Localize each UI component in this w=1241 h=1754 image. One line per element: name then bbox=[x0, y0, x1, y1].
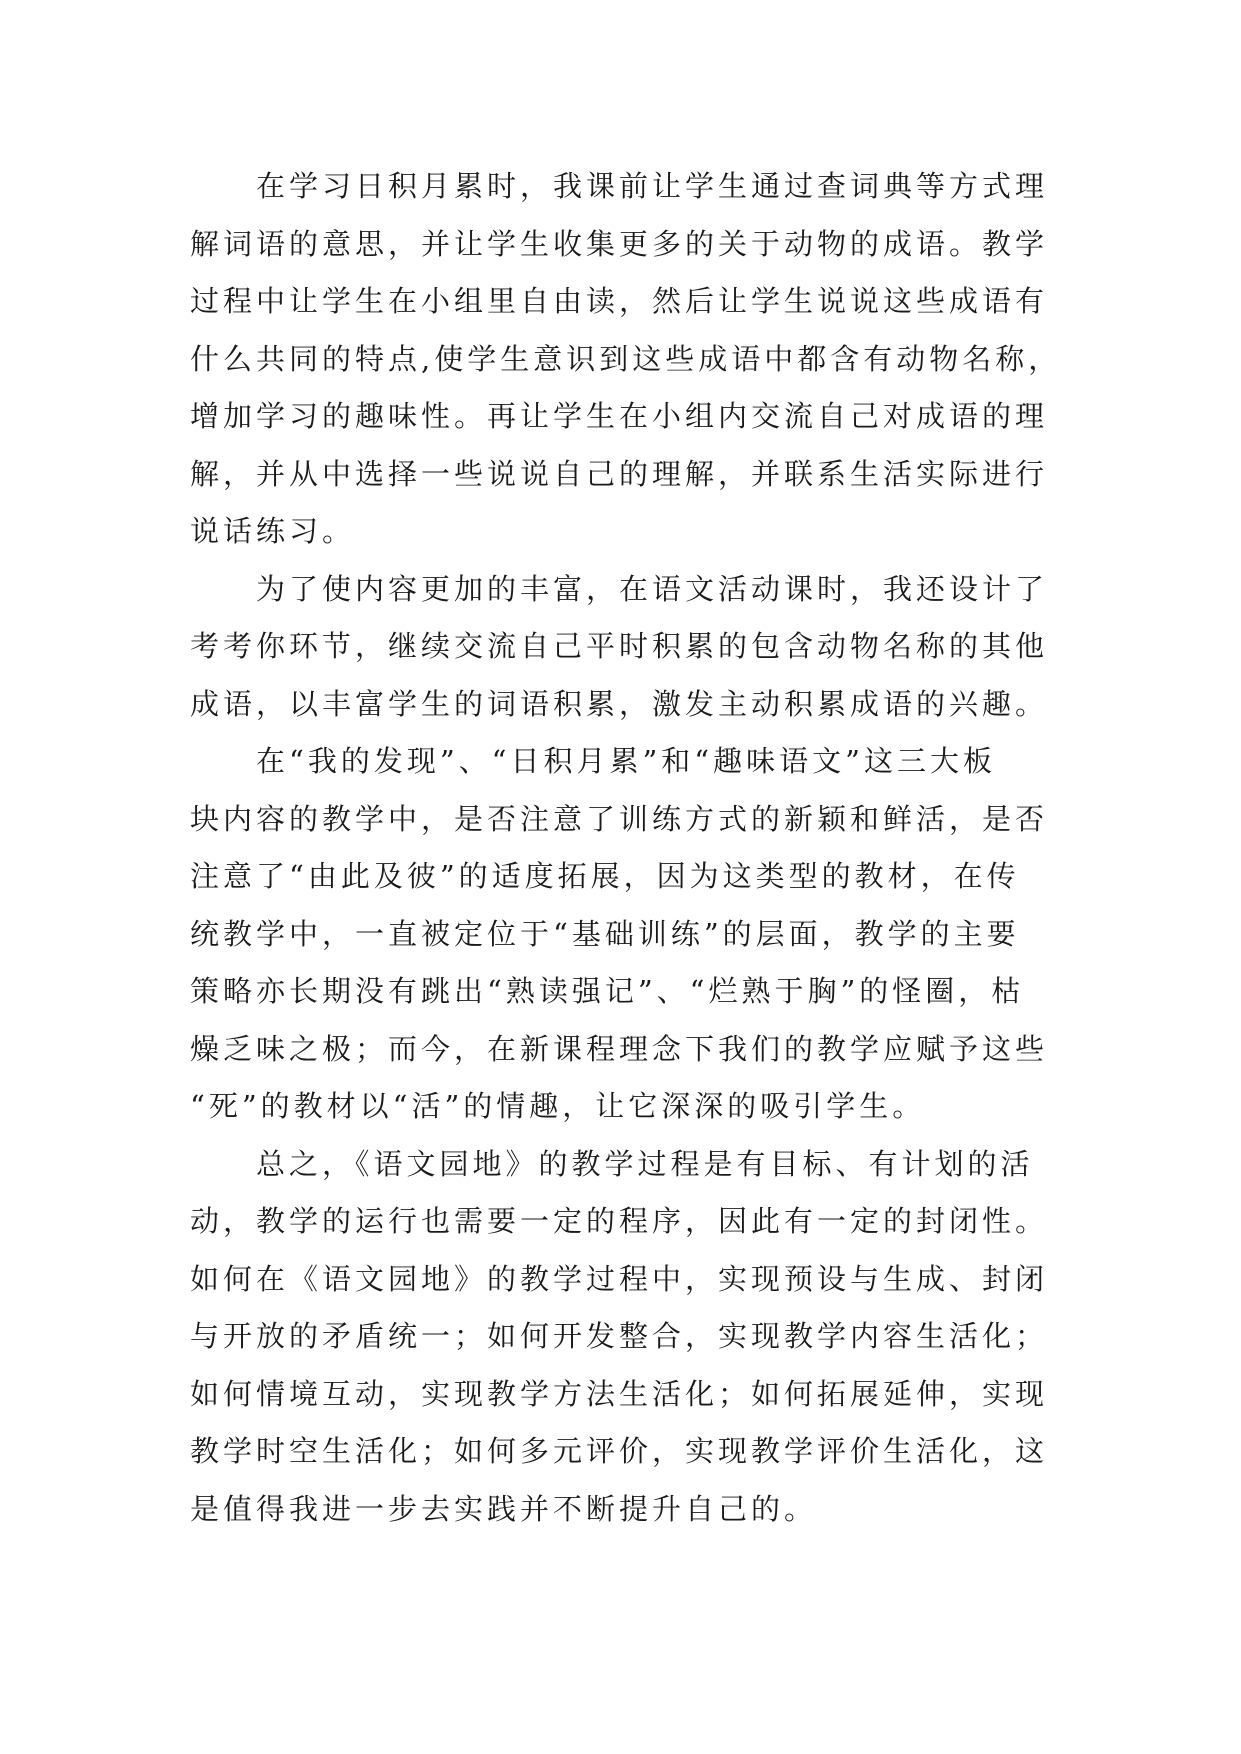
text-line: 为了使内容更加的丰富，在语文活动课时，我还设计了 bbox=[256, 571, 1049, 606]
text-line: 与开放的矛盾统一；如何开发整合，实现教学内容生活化； bbox=[190, 1319, 1049, 1353]
text-line: 考考你环节，继续交流自己平时积累的包含动物名称的其他 bbox=[190, 629, 1049, 663]
text-line: 燥乏味之极；而今，在新课程理念下我们的教学应赋予这些 bbox=[190, 1031, 1049, 1066]
text-line: 动，教学的运行也需要一定的程序，因此有一定的封闭性。 bbox=[190, 1204, 1049, 1238]
paragraph-3 bbox=[190, 733, 1060, 1136]
text-line: 说话练习。 bbox=[190, 514, 356, 548]
text-line: 在“我的发现”、“日积月累”和“趣味语文”这三大板 bbox=[256, 744, 996, 778]
text-line: 统教学中，一直被定位于“基础训练”的层面，教学的主要 bbox=[190, 916, 1020, 951]
text-line: 在学习日积月累时，我课前让学生通过查词典等方式理 bbox=[256, 169, 1049, 203]
text-line: 总之，《语文园地》的教学过程是有目标、有计划的活 bbox=[256, 1146, 1034, 1181]
text-line: “死”的教材以“活”的情趣，让它深深的吸引学生。 bbox=[190, 1089, 926, 1123]
text-line: 块内容的教学中，是否注意了训练方式的新颖和鲜活，是否 bbox=[190, 801, 1049, 836]
text-line: 注意了“由此及彼”的适度拓展，因为这类型的教材，在传 bbox=[190, 859, 1020, 893]
text-line: 如何在《语文园地》的教学过程中，实现预设与生成、封闭 bbox=[190, 1261, 1049, 1296]
paragraph-1 bbox=[190, 158, 1060, 561]
text-line: 增加学习的趣味性。再让学生在小组内交流自己对成语的理 bbox=[190, 399, 1049, 433]
text-line: 是值得我进一步去实践并不断提升自己的。 bbox=[190, 1491, 818, 1526]
text-line: 什么共同的特点,使学生意识到这些成语中都含有动物名称， bbox=[190, 341, 1062, 376]
paragraph-2 bbox=[190, 561, 1060, 734]
text-line: 过程中让学生在小组里自由读，然后让学生说说这些成语有 bbox=[190, 284, 1049, 318]
text-line: 如何情境互动，实现教学方法生活化；如何拓展延伸，实现 bbox=[190, 1376, 1049, 1411]
document-body bbox=[190, 158, 1060, 1538]
text-line: 教学时空生活化；如何多元评价，实现教学评价生活化，这 bbox=[190, 1434, 1049, 1468]
text-line: 解词语的意思，并让学生收集更多的关于动物的成语。教学 bbox=[190, 226, 1049, 261]
paragraph-4 bbox=[190, 1136, 1060, 1539]
text-line: 成语，以丰富学生的词语积累，激发主动积累成语的兴趣。 bbox=[190, 686, 1049, 721]
text-line: 解，并从中选择一些说说自己的理解，并联系生活实际进行 bbox=[190, 456, 1049, 491]
text-line: 策略亦长期没有跳出“熟读强记”、“烂熟于胸”的怪圈，枯 bbox=[190, 974, 1025, 1008]
